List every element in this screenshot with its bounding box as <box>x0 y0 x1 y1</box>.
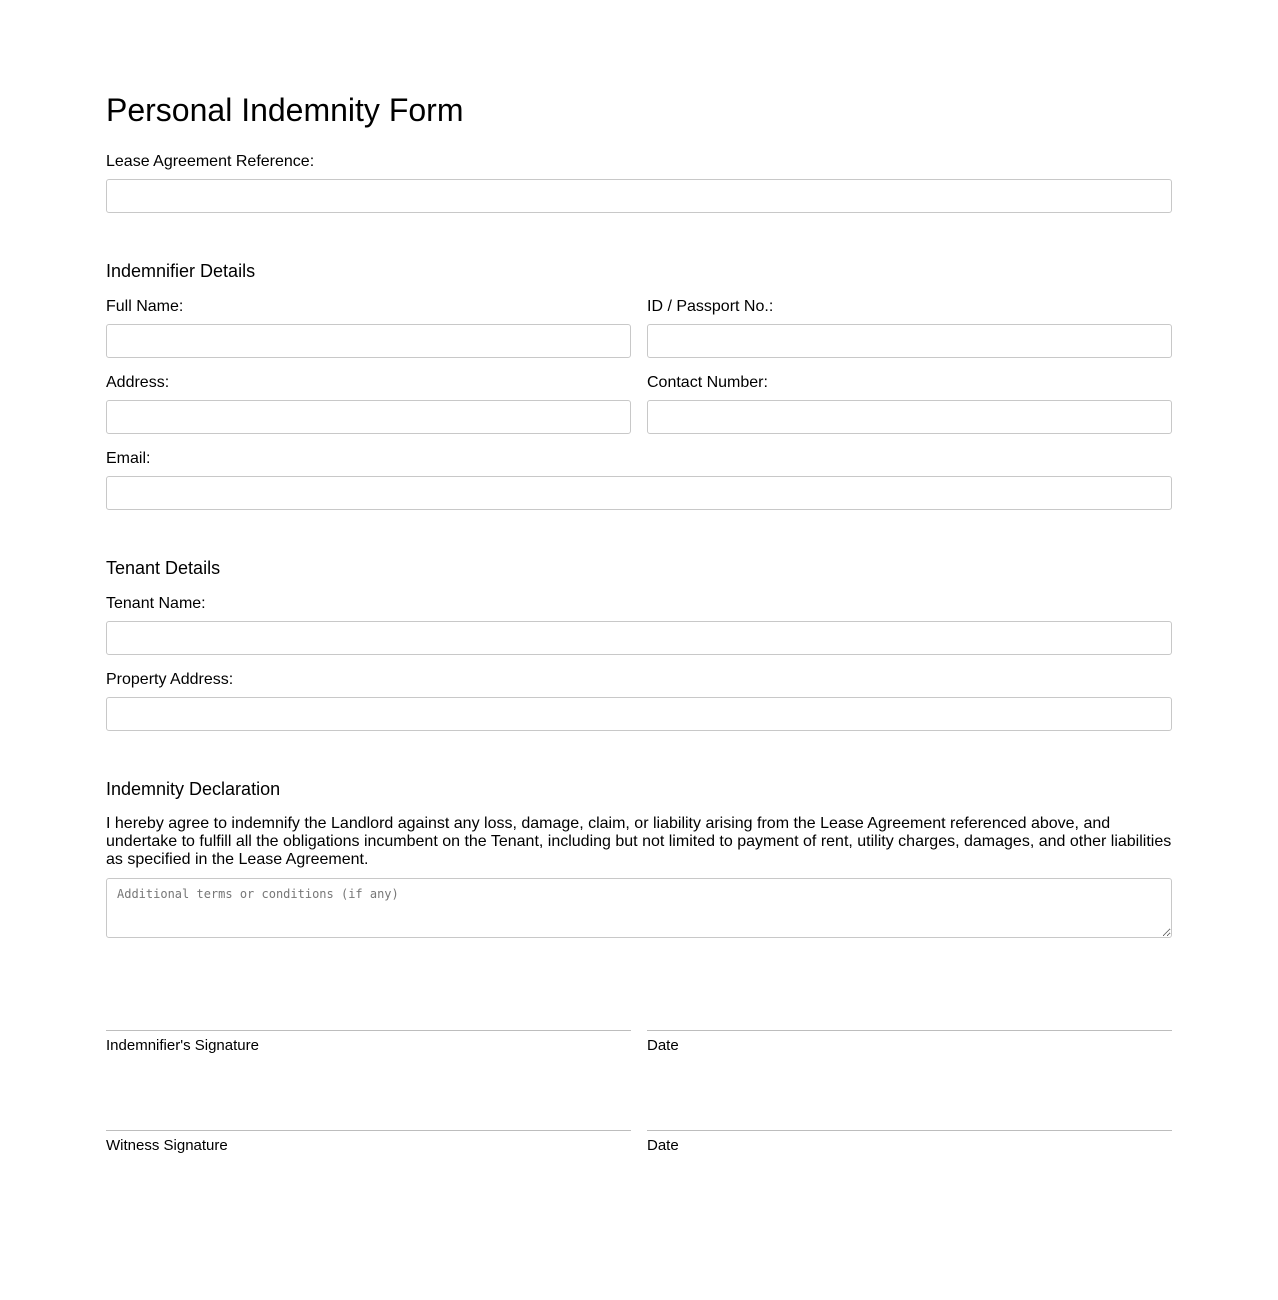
witness-signature-line[interactable] <box>106 1130 631 1131</box>
tenant-details-heading: Tenant Details <box>106 558 221 578</box>
full-name-label: Full Name: <box>106 298 184 315</box>
contact-number-label: Contact Number: <box>647 374 768 391</box>
tenant-name-input[interactable] <box>106 621 1172 655</box>
id-passport-label: ID / Passport No.: <box>647 298 774 315</box>
contact-number-input[interactable] <box>647 400 1172 434</box>
tenant-name-label: Tenant Name: <box>106 595 206 612</box>
full-name-input[interactable] <box>106 324 631 358</box>
property-address-label: Property Address: <box>106 671 234 688</box>
address-label: Address: <box>106 374 170 391</box>
lease-reference-label: Lease Agreement Reference: <box>106 153 315 170</box>
indemnifier-details-heading: Indemnifier Details <box>106 261 256 281</box>
indemnifier-date-label: Date <box>647 1037 679 1054</box>
email-label: Email: <box>106 450 151 467</box>
id-passport-input[interactable] <box>647 324 1172 358</box>
lease-reference-input[interactable] <box>106 179 1172 213</box>
indemnifier-signature-label: Indemnifier's Signature <box>106 1037 259 1054</box>
declaration-text: I hereby agree to indemnify the Landlord against any loss, damage, claim, or liability arising from the Lease Agreement referenced above, and undertake to fulfill all the obligations incumbent on the Tenant, including but not limited to payment of rent, utility charges, damages, and other liabilities as specified in the Lease Agreement. <box>106 815 1172 868</box>
additional-terms-textarea[interactable] <box>106 878 1172 938</box>
property-address-input[interactable] <box>106 697 1172 731</box>
witness-signature-label: Witness Signature <box>106 1137 228 1154</box>
witness-date-label: Date <box>647 1137 679 1154</box>
indemnifier-signature-line[interactable] <box>106 1030 631 1031</box>
email-input[interactable] <box>106 476 1172 510</box>
page-title: Personal Indemnity Form <box>106 92 464 128</box>
witness-date-line[interactable] <box>647 1130 1172 1131</box>
indemnity-declaration-heading: Indemnity Declaration <box>106 779 281 799</box>
indemnifier-date-line[interactable] <box>647 1030 1172 1031</box>
address-input[interactable] <box>106 400 631 434</box>
